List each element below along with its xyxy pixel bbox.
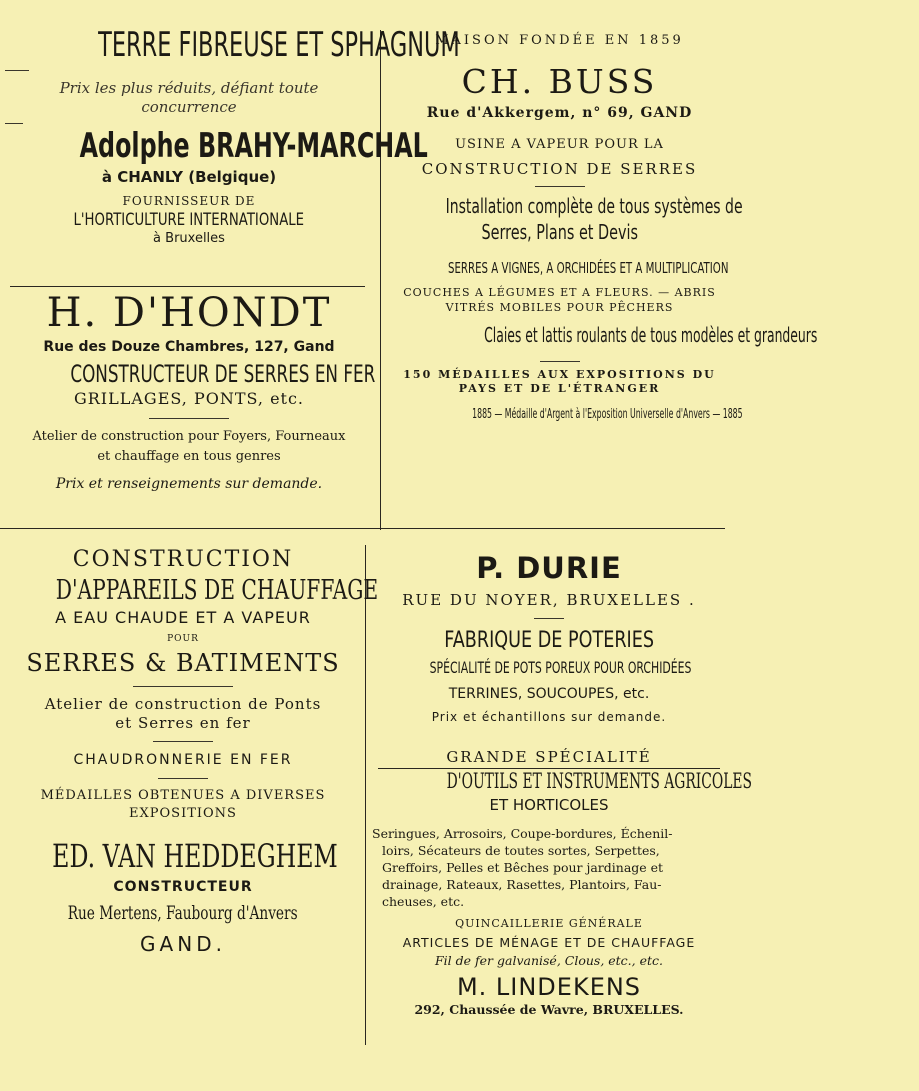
atelier: et Serres en fer: [115, 714, 251, 732]
company-name: CH. BUSS: [461, 62, 658, 101]
location: à CHANLY (Belgique): [101, 168, 277, 186]
ad-ch-buss: [382, 32, 818, 424]
line: CONSTRUCTION DE SERRES: [421, 160, 698, 178]
ad-title: TERRE FIBREUSE ET SPHAGNUM: [98, 25, 460, 65]
prix: Prix et échantillons sur demande.: [431, 710, 667, 724]
company-name: P. DURIE: [476, 551, 622, 585]
tool-list: drainage, Rateaux, Rasettes, Plantoirs, Fau-: [382, 877, 662, 892]
installation: Installation complète de tous systèmes de: [445, 194, 743, 218]
description: Atelier de construction pour Foyers, Fourneaux: [32, 429, 346, 444]
chaudronnerie: CHAUDRONNERIE EN FER: [73, 752, 293, 768]
grande-specialite: GRANDE SPÉCIALITÉ: [446, 748, 652, 766]
company-name: H. D'HONDT: [46, 290, 332, 336]
specialite: SPÉCIALITÉ DE POTS POREUX POUR ORCHIDÉES: [429, 658, 692, 677]
tool-list: cheuses, etc.: [382, 894, 465, 909]
tagline: concurrence: [141, 98, 237, 116]
tool-list: loirs, Sécateurs de toutes sortes, Serpettes,: [382, 843, 660, 858]
title: CONSTRUCTION: [72, 547, 294, 572]
tagline: Prix les plus réduits, défiant toute: [59, 79, 319, 97]
page-divider-middle: [0, 528, 725, 529]
column-divider-top: [380, 30, 381, 530]
title: D'APPAREILS DE CHAUFFAGE: [55, 575, 379, 606]
terrines: TERRINES, SOUCOUPES, etc.: [448, 686, 650, 702]
fil-de-fer: Fil de fer galvanisé, Clous, etc., etc.: [435, 953, 663, 968]
articles: ARTICLES DE MÉNAGE ET DE CHAUFFAGE: [402, 935, 696, 950]
role: CONSTRUCTEUR: [113, 879, 253, 895]
medaille-anvers: 1885 — Médaille d'Argent à l'Exposition Universelle d'Anvers — 1885: [472, 407, 743, 422]
description: et chauffage en tous genres: [97, 449, 281, 464]
subtitle: GRILLAGES, PONTS, etc.: [73, 389, 305, 408]
address: Rue des Douze Chambres, 127, Gand: [43, 339, 335, 355]
address: Rue d'Akkergem, n° 69, GAND: [426, 105, 693, 121]
section-divider-left: [10, 286, 365, 287]
role: FOURNISSEUR DE: [122, 194, 256, 208]
claies: Claies et lattis roulants de tous modèles et grandeurs: [484, 323, 818, 347]
couches: COUCHES A LÉGUMES ET A FLEURS. — ABRIS: [403, 286, 716, 299]
quincaillerie: QUINCAILLERIE GÉNÉRALE: [455, 917, 643, 930]
column-divider-bottom: [365, 545, 366, 1045]
company-name: Adolphe BRAHY-MARCHAL: [79, 126, 428, 166]
title: A EAU CHAUDE ET A VAPEUR: [55, 608, 311, 627]
installation: Serres, Plans et Devis: [481, 220, 638, 244]
medailles: EXPOSITIONS: [129, 806, 237, 821]
couches: VITRÉS MOBILES POUR PÊCHERS: [445, 301, 674, 314]
atelier: Atelier de construction de Ponts: [44, 695, 322, 713]
address: RUE DU NOYER, BRUXELLES .: [402, 591, 696, 609]
city: GAND.: [140, 932, 226, 956]
outils: ET HORTICOLES: [489, 796, 609, 814]
ad-brahy-marchal: [5, 22, 460, 247]
pour: POUR: [167, 634, 199, 644]
ad-durie-lindekens: [368, 550, 753, 1018]
tool-list: Seringues, Arrosoirs, Coupe-bordures, Échenil-: [372, 826, 673, 841]
ad-van-heddeghem: [2, 546, 379, 959]
role: L'HORTICULTURE INTERNATIONALE: [73, 210, 305, 230]
line: USINE A VAPEUR POUR LA: [455, 137, 664, 152]
address: Rue Mertens, Faubourg d'Anvers: [68, 902, 298, 924]
company-name: ED. VAN HEDDEGHEM: [52, 837, 338, 875]
role-city: à Bruxelles: [153, 231, 225, 246]
founded: MAISON FONDÉE EN 1859: [435, 33, 684, 48]
serres-vignes: SERRES A VIGNES, A ORCHIDÉES ET A MULTIPLICATION: [447, 259, 729, 277]
outils: D'OUTILS ET INSTRUMENTS AGRICOLES: [446, 769, 753, 793]
ad-dhondt: [5, 290, 376, 495]
address: 292, Chaussée de Wavre, BRUXELLES.: [414, 1002, 684, 1017]
company-name: M. LINDEKENS: [456, 973, 642, 1001]
ad-title: CONSTRUCTEUR DE SERRES EN FER: [70, 360, 376, 388]
fabrique: FABRIQUE DE POTERIES: [444, 628, 654, 653]
medailles: MÉDAILLES OBTENUES A DIVERSES: [40, 788, 326, 803]
tool-list: Greffoirs, Pelles et Bêches pour jardinage et: [382, 860, 664, 875]
medailles: 150 MÉDAILLES AUX EXPOSITIONS DU: [403, 368, 716, 381]
note: Prix et renseignements sur demande.: [55, 476, 323, 492]
medailles: PAYS ET DE L'ÉTRANGER: [458, 382, 661, 395]
title: SERRES & BATIMENTS: [26, 649, 340, 677]
